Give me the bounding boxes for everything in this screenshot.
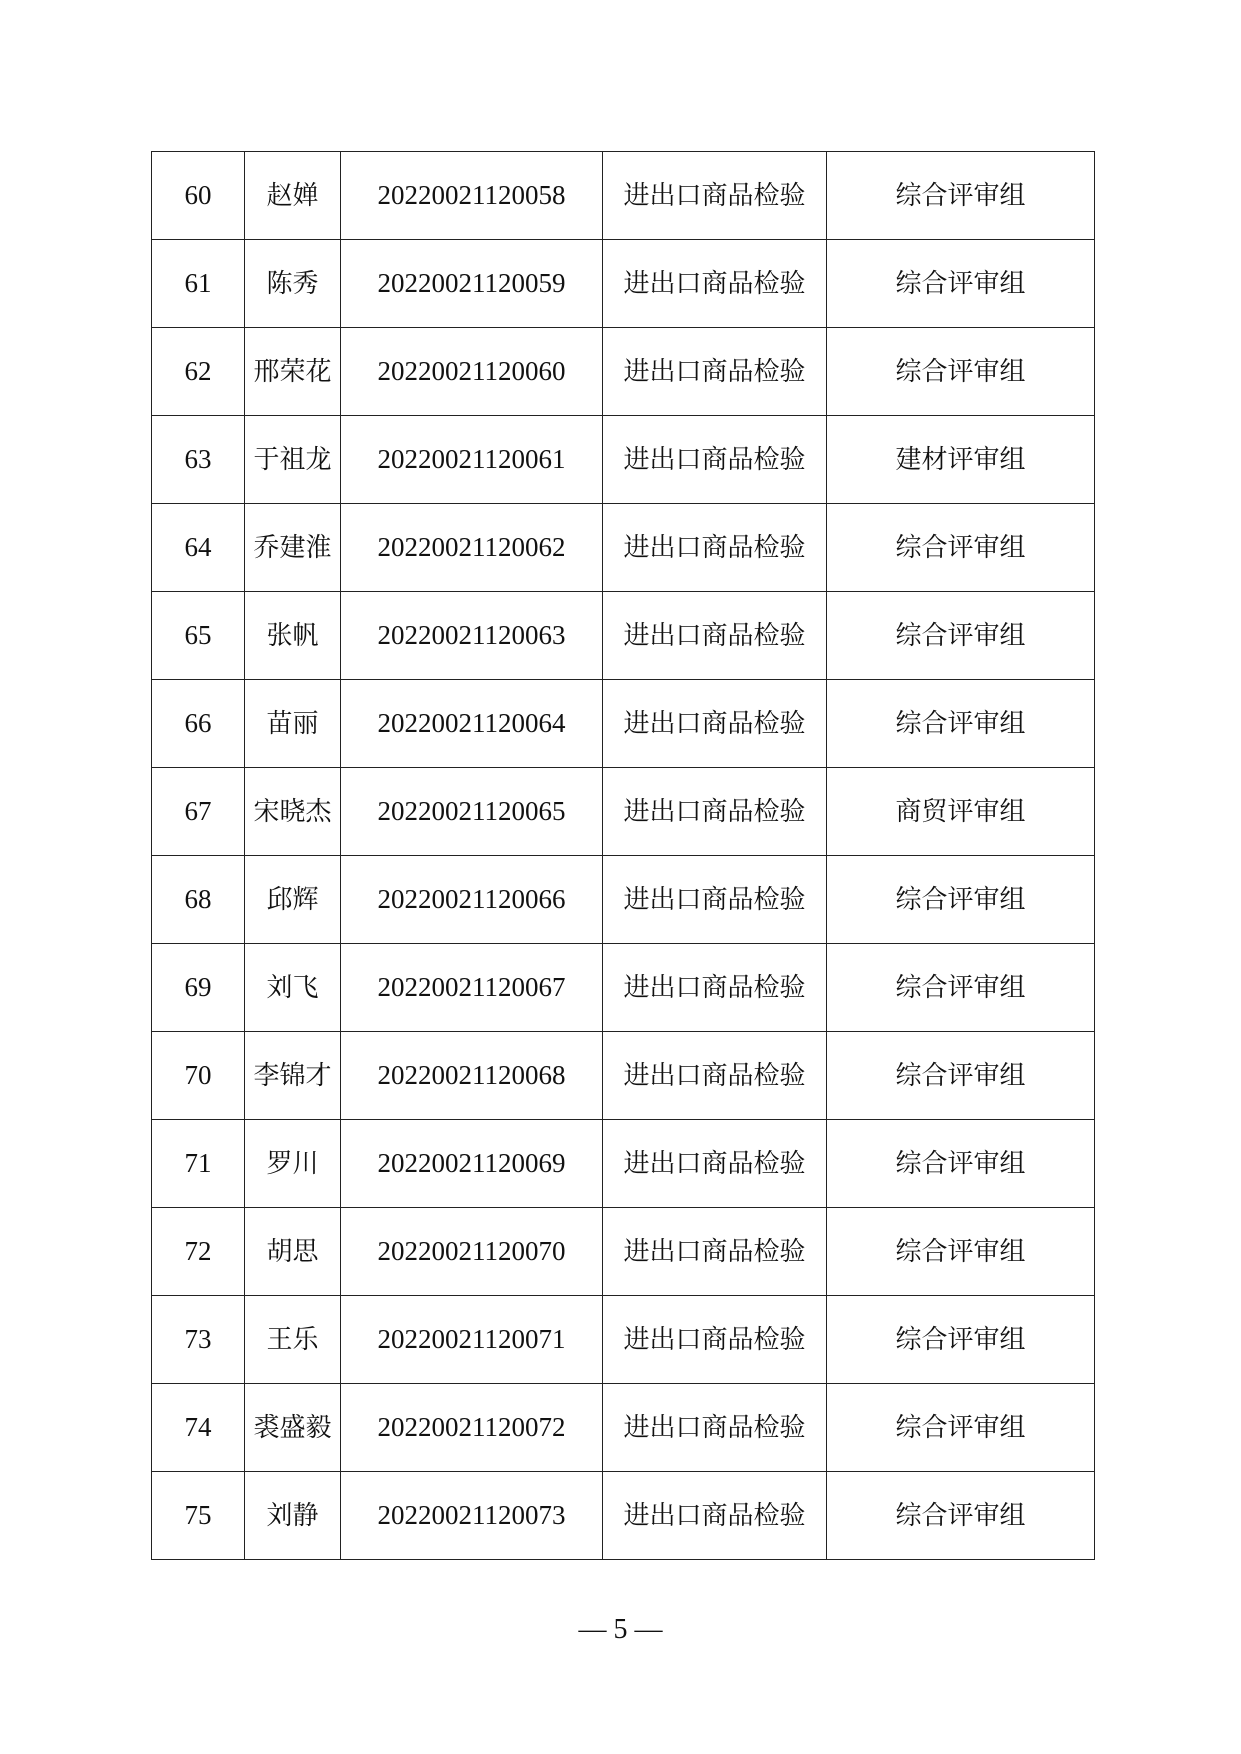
roster-table — [151, 151, 1095, 1560]
table-row — [152, 592, 1095, 680]
table-row — [152, 944, 1095, 1032]
name-cell: 邢荣花 — [245, 328, 341, 416]
review-group-cell: 建材评审组 — [827, 416, 1095, 504]
row-number-cell: 64 — [152, 504, 245, 592]
major-cell: 进出口商品检验 — [603, 1032, 827, 1120]
name-cell: 赵婵 — [245, 152, 341, 240]
name-cell: 刘飞 — [245, 944, 341, 1032]
table-row — [152, 768, 1095, 856]
review-group-cell: 综合评审组 — [827, 944, 1095, 1032]
roster-table-body — [152, 152, 1095, 1560]
id-number-cell: 20220021120064 — [341, 680, 603, 768]
table-row — [152, 416, 1095, 504]
table-row — [152, 328, 1095, 416]
id-number-cell: 20220021120066 — [341, 856, 603, 944]
name-cell: 胡思 — [245, 1208, 341, 1296]
table-row — [152, 152, 1095, 240]
row-number-cell: 70 — [152, 1032, 245, 1120]
id-number-cell: 20220021120067 — [341, 944, 603, 1032]
id-number-cell: 20220021120063 — [341, 592, 603, 680]
major-cell: 进出口商品检验 — [603, 856, 827, 944]
table-row — [152, 1120, 1095, 1208]
row-number-cell: 68 — [152, 856, 245, 944]
name-cell: 刘静 — [245, 1472, 341, 1560]
major-cell: 进出口商品检验 — [603, 240, 827, 328]
id-number-cell: 20220021120062 — [341, 504, 603, 592]
review-group-cell: 综合评审组 — [827, 1296, 1095, 1384]
major-cell: 进出口商品检验 — [603, 504, 827, 592]
review-group-cell: 综合评审组 — [827, 328, 1095, 416]
review-group-cell: 综合评审组 — [827, 592, 1095, 680]
name-cell: 苗丽 — [245, 680, 341, 768]
review-group-cell: 综合评审组 — [827, 240, 1095, 328]
id-number-cell: 20220021120058 — [341, 152, 603, 240]
review-group-cell: 综合评审组 — [827, 504, 1095, 592]
id-number-cell: 20220021120073 — [341, 1472, 603, 1560]
review-group-cell: 商贸评审组 — [827, 768, 1095, 856]
table-row — [152, 1208, 1095, 1296]
id-number-cell: 20220021120060 — [341, 328, 603, 416]
name-cell: 陈秀 — [245, 240, 341, 328]
id-number-cell: 20220021120071 — [341, 1296, 603, 1384]
row-number-cell: 71 — [152, 1120, 245, 1208]
row-number-cell: 60 — [152, 152, 245, 240]
table-row — [152, 1384, 1095, 1472]
review-group-cell: 综合评审组 — [827, 856, 1095, 944]
major-cell: 进出口商品检验 — [603, 944, 827, 1032]
name-cell: 乔建淮 — [245, 504, 341, 592]
table-row — [152, 680, 1095, 768]
major-cell: 进出口商品检验 — [603, 592, 827, 680]
row-number-cell: 72 — [152, 1208, 245, 1296]
major-cell: 进出口商品检验 — [603, 1296, 827, 1384]
name-cell: 王乐 — [245, 1296, 341, 1384]
major-cell: 进出口商品检验 — [603, 328, 827, 416]
row-number-cell: 61 — [152, 240, 245, 328]
major-cell: 进出口商品检验 — [603, 768, 827, 856]
id-number-cell: 20220021120069 — [341, 1120, 603, 1208]
row-number-cell: 69 — [152, 944, 245, 1032]
row-number-cell: 67 — [152, 768, 245, 856]
review-group-cell: 综合评审组 — [827, 1208, 1095, 1296]
name-cell: 邱辉 — [245, 856, 341, 944]
review-group-cell: 综合评审组 — [827, 1120, 1095, 1208]
major-cell: 进出口商品检验 — [603, 1120, 827, 1208]
name-cell: 于祖龙 — [245, 416, 341, 504]
id-number-cell: 20220021120068 — [341, 1032, 603, 1120]
page-number: — 5 — — [578, 1614, 663, 1645]
id-number-cell: 20220021120072 — [341, 1384, 603, 1472]
id-number-cell: 20220021120061 — [341, 416, 603, 504]
row-number-cell: 63 — [152, 416, 245, 504]
row-number-cell: 62 — [152, 328, 245, 416]
id-number-cell: 20220021120065 — [341, 768, 603, 856]
major-cell: 进出口商品检验 — [603, 1208, 827, 1296]
name-cell: 裘盛毅 — [245, 1384, 341, 1472]
row-number-cell: 75 — [152, 1472, 245, 1560]
row-number-cell: 73 — [152, 1296, 245, 1384]
major-cell: 进出口商品检验 — [603, 680, 827, 768]
row-number-cell: 66 — [152, 680, 245, 768]
major-cell: 进出口商品检验 — [603, 1472, 827, 1560]
review-group-cell: 综合评审组 — [827, 152, 1095, 240]
table-row — [152, 856, 1095, 944]
table-row — [152, 1472, 1095, 1560]
major-cell: 进出口商品检验 — [603, 152, 827, 240]
table-row — [152, 240, 1095, 328]
name-cell: 罗川 — [245, 1120, 341, 1208]
major-cell: 进出口商品检验 — [603, 1384, 827, 1472]
table-row — [152, 1032, 1095, 1120]
major-cell: 进出口商品检验 — [603, 416, 827, 504]
id-number-cell: 20220021120059 — [341, 240, 603, 328]
name-cell: 张帆 — [245, 592, 341, 680]
id-number-cell: 20220021120070 — [341, 1208, 603, 1296]
table-row — [152, 504, 1095, 592]
row-number-cell: 65 — [152, 592, 245, 680]
review-group-cell: 综合评审组 — [827, 680, 1095, 768]
name-cell: 宋晓杰 — [245, 768, 341, 856]
table-row — [152, 1296, 1095, 1384]
review-group-cell: 综合评审组 — [827, 1384, 1095, 1472]
review-group-cell: 综合评审组 — [827, 1472, 1095, 1560]
row-number-cell: 74 — [152, 1384, 245, 1472]
name-cell: 李锦才 — [245, 1032, 341, 1120]
review-group-cell: 综合评审组 — [827, 1032, 1095, 1120]
